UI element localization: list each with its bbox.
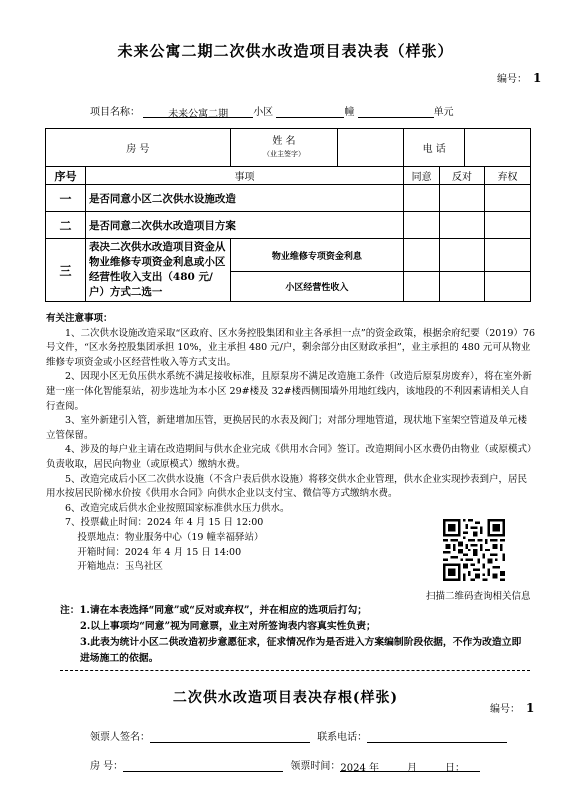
phone-cell [404,129,531,167]
open-time: 开箱时间：2024 年 4 月 15 日 14:00 [77,546,242,558]
project-name-label: 项目名称： [90,107,140,118]
row-seq: 一 [46,185,86,212]
row-seq: 三 [46,239,86,302]
stub-room-line [90,757,480,772]
agree-checkbox[interactable] [404,212,440,239]
vote-location: 投票地点：物业服务中心（19 幢幸福驿站） [77,531,264,543]
receiver-label: 领票人签名： [90,732,150,743]
stub-receiver-line [90,728,507,743]
col-oppose: 反对 [440,167,485,185]
note-item: 5、改造完成后小区二次供水设施（不含户表后供水设施）将移交供水企业管理，供水企业实现抄表到户，居民用水按居民阶梯水价按《供用水合同》向供水企业以支付宝、微信等方式缴纳水费。 [46,473,528,500]
note-item: 1、二次供水设施改造采取“区政府、区水务控股集团和业主各承担一点”的资金政策，根据余府纪要（2019）76 号文件，“区水务控股集团承担 10%，业主承担 480 元/户，剩余部分由区财政承担”，业主承担的 480 元可从物业维修专项资金或小区经营性收入等方式支出。 [46,327,536,368]
stub-serial-label: 编号： [490,704,520,715]
option-fund-interest: 物业维修专项资金利息 [230,239,404,272]
stub-title: 二次供水改造项目表决存根(样张) [172,690,399,706]
stub-serial-value: 1 [526,701,535,715]
note-item: 3、室外新建引入管，新建增加压管，更换居民的水表及阀门；对部分埋地管道，现状地下室架空管道及单元楼立管保留。 [46,415,528,441]
vote-row-2 [46,212,531,239]
col-abstain: 弃权 [485,167,531,185]
dong-label: 幢 [344,107,355,118]
abstain-checkbox[interactable] [485,272,531,302]
col-agree: 同意 [404,167,440,185]
owner-name-cell [230,129,338,167]
oppose-checkbox[interactable] [440,185,485,212]
owner-info-row [46,129,531,167]
date-month: 月 [407,763,418,774]
project-name-value: 未来公寓二期 [168,109,229,120]
contact-field[interactable] [367,730,507,743]
agree-checkbox[interactable] [404,185,440,212]
receiver-field[interactable] [150,730,310,743]
row-item: 是否同意小区二次供水设施改造 [85,185,403,212]
stub-room-label: 房 号： [90,761,124,772]
dong-field[interactable] [358,105,434,118]
date-day: 日： [445,763,466,774]
vote-deadline: 7、投票截止时间：2024 年 4 月 15 日 12:00 [65,517,264,529]
date-field[interactable] [340,759,480,772]
note-item: 4、涉及的每户业主请在改造期间与供水企业完成《供用水合同》签订。改造期间小区水费仍由物业（或原模式）负责收取，居民向物业（或原模式）缴纳水费。 [46,444,532,470]
row-item: 表决二次供水改造项目资金从物业维修专项资金利息或小区经营性收入支出（480 元/户）方式二选一 [85,239,230,302]
agree-checkbox[interactable] [404,272,440,302]
col-item: 事项 [85,167,403,185]
notes-header: 有关注意事项： [46,313,113,324]
qr-code-icon[interactable] [443,519,505,581]
abstain-checkbox[interactable] [485,185,531,212]
project-name-field[interactable] [143,105,253,118]
stub-serial [490,700,534,715]
cut-line [60,670,530,671]
project-line [90,103,454,118]
room-label: 房 号 [46,129,231,167]
oppose-checkbox[interactable] [440,212,485,239]
footnote-1: 注：1.请在本表选择“同意”或“反对或弃权”，并在相应的选项后打勾； [60,605,368,616]
serial-value: 1 [533,71,542,85]
footnote-2: 2.以上事项均“同意”视为同意票，业主对所签询表内容真实性负责； [80,621,376,632]
oppose-checkbox[interactable] [440,239,485,272]
date-label: 领票时间： [290,761,341,772]
phone-label: 电 话 [404,129,465,166]
form-title: 未来公寓二期二次供水改造项目表决表（样张） [117,42,454,60]
qr-caption: 扫描二维码查询相关信息 [426,591,531,602]
vote-row-3a [46,239,531,272]
phone-input[interactable] [465,129,530,166]
footnote-3: 3.此表为统计小区二供改造初步意愿征求，征求情况作为是否进入方案编制阶段依据，不作为改造立即进场施工的依据。 [80,637,522,664]
serial-label: 编号： [497,74,527,85]
danyuan-label: 单元 [433,107,454,118]
owner-name-label: 姓 名 [272,135,296,147]
contact-label: 联系电话： [317,732,368,743]
row-item: 是否同意二次供水改造项目方案 [85,212,403,239]
note-item: 2、因现小区无负压供水系统不满足接收标准，且原泵房不满足改造施工条件（改造后原泵房废弃），将在室外新建一座一体化智能泵站，初步选址为本小区 29#楼及 32#楼西侧围墙外用地红线内，该地段的不利因素请相关人自行查阅。 [46,371,532,412]
xiaoqu-field[interactable] [276,105,344,118]
note-item: 6、改造完成后供水企业按照国家标准供水压力供水。 [65,502,290,514]
header-row [46,167,531,185]
abstain-checkbox[interactable] [485,239,531,272]
oppose-checkbox[interactable] [440,272,485,302]
vote-table [45,128,531,302]
open-location: 开箱地点：玉鸟社区 [77,561,163,573]
xiaoqu-label: 小区 [253,107,274,118]
option-operating-income: 小区经营性收入 [230,272,404,302]
vote-row-1 [46,185,531,212]
col-seq: 序号 [46,167,86,185]
footnotes [60,603,530,667]
owner-name-input[interactable] [338,129,404,167]
agree-checkbox[interactable] [404,239,440,272]
date-year: 2024 年 [340,763,380,774]
owner-name-sub: （业主签字） [262,149,305,158]
stub-room-field[interactable] [123,759,283,772]
abstain-checkbox[interactable] [485,212,531,239]
row-seq: 二 [46,212,86,239]
serial-number [497,70,541,85]
